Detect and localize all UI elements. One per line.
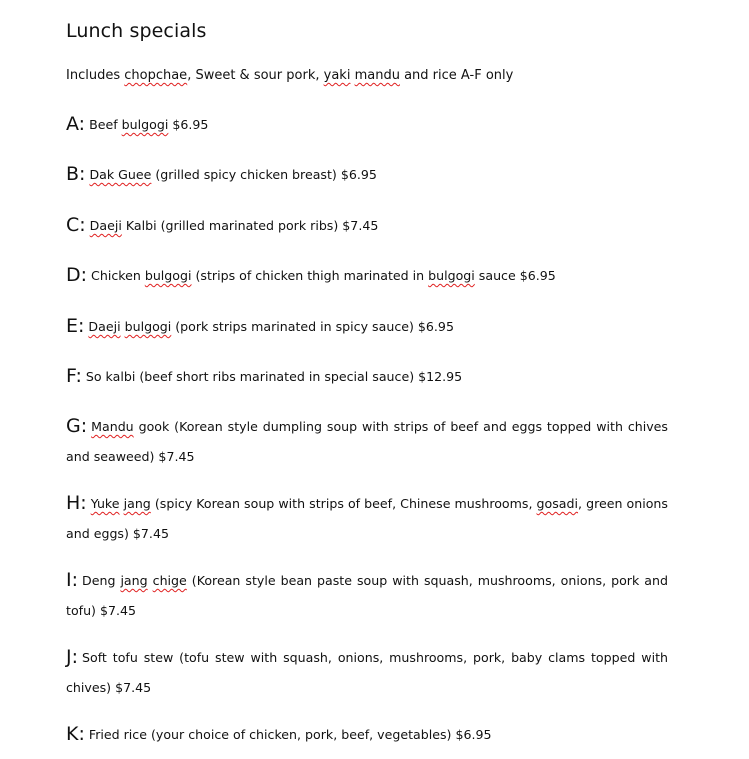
item-text: (pork strips marinated in spicy sauce) $6.95 <box>171 319 454 334</box>
intro-chopchae: chopchae <box>124 68 188 83</box>
item-price: $6.95 <box>168 117 209 132</box>
item-text-gosadi: gosadi <box>536 496 579 511</box>
item-text: sauce $6.95 <box>474 268 556 283</box>
item-text-daeji: Daeji <box>88 319 121 334</box>
item-text-jang: jang <box>123 496 151 511</box>
item-letter: G: <box>66 415 88 437</box>
item-letter: E: <box>66 315 85 337</box>
item-letter: F: <box>66 365 82 387</box>
item-letter: D: <box>66 264 88 286</box>
item-letter: H: <box>66 492 87 514</box>
item-letter: K: <box>66 723 85 745</box>
item-text: Kalbi (grilled marinated pork ribs) $7.45 <box>121 218 379 233</box>
item-text-mandu: Mandu <box>91 419 134 434</box>
item-text-bulgogi: bulgogi <box>428 268 475 283</box>
item-text-bulgogi: bulgogi <box>121 117 169 132</box>
item-text: (Korean style bean paste soup with squash, mushrooms, onions, pork and tofu) $7.45 <box>66 573 668 618</box>
item-text: Chicken <box>91 268 145 283</box>
item-letter: A: <box>66 113 86 135</box>
item-text-chige: chige <box>152 573 187 588</box>
item-text-bulgogi: bulgogi <box>124 319 172 334</box>
menu-item-f <box>66 361 668 392</box>
item-text: , green onions and eggs) $7.45 <box>66 496 668 541</box>
page-title: Lunch specials <box>66 20 207 42</box>
item-text-bulgogi: bulgogi <box>144 268 192 283</box>
item-text: (grilled spicy chicken breast) $6.95 <box>151 167 377 182</box>
item-text: gook (Korean style dumpling soup with strips of beef and eggs topped with chives and seaweed) $7.45 <box>66 419 668 464</box>
menu-item-b <box>66 159 668 190</box>
menu-item-g <box>66 411 668 472</box>
item-text: So kalbi (beef short ribs marinated in special sauce) $12.95 <box>85 369 463 384</box>
item-text: Fried rice (your choice of chicken, pork, beef, vegetables) $6.95 <box>88 727 492 742</box>
intro-yaki: yaki <box>323 68 351 83</box>
menu-item-c <box>66 210 668 241</box>
menu-item-d <box>66 260 668 291</box>
menu-item-i <box>66 565 668 626</box>
item-letter: C: <box>66 214 86 236</box>
menu-item-j <box>66 642 668 703</box>
menu-item-e <box>66 311 668 342</box>
item-letter: B: <box>66 163 86 185</box>
item-text: Beef <box>89 117 122 132</box>
menu-item-h <box>66 488 668 549</box>
item-letter: I: <box>66 569 79 591</box>
item-text-jang: jang <box>120 573 148 588</box>
item-text: (strips of chicken thigh marinated in <box>191 268 429 283</box>
item-text-dak-guee: Dak Guee <box>89 167 152 182</box>
intro-prefix: Includes <box>66 68 125 83</box>
item-text-daeji: Daeji <box>89 218 122 233</box>
item-text: (spicy Korean soup with strips of beef, Chinese mushrooms, <box>150 496 537 511</box>
item-text-yuke: Yuke <box>90 496 120 511</box>
intro-suffix: and rice A-F only <box>399 68 514 83</box>
intro-mandu: mandu <box>354 68 400 83</box>
item-letter: J: <box>66 646 79 668</box>
item-text: Soft tofu stew (tofu stew with squash, onions, mushrooms, pork, baby clams topped with chives) $7.45 <box>66 650 668 695</box>
menu-item-k <box>66 719 668 750</box>
menu-item-a <box>66 109 668 140</box>
item-text: Deng <box>82 573 121 588</box>
intro-mid1: , Sweet & sour pork, <box>187 68 324 83</box>
intro-text <box>66 68 513 83</box>
